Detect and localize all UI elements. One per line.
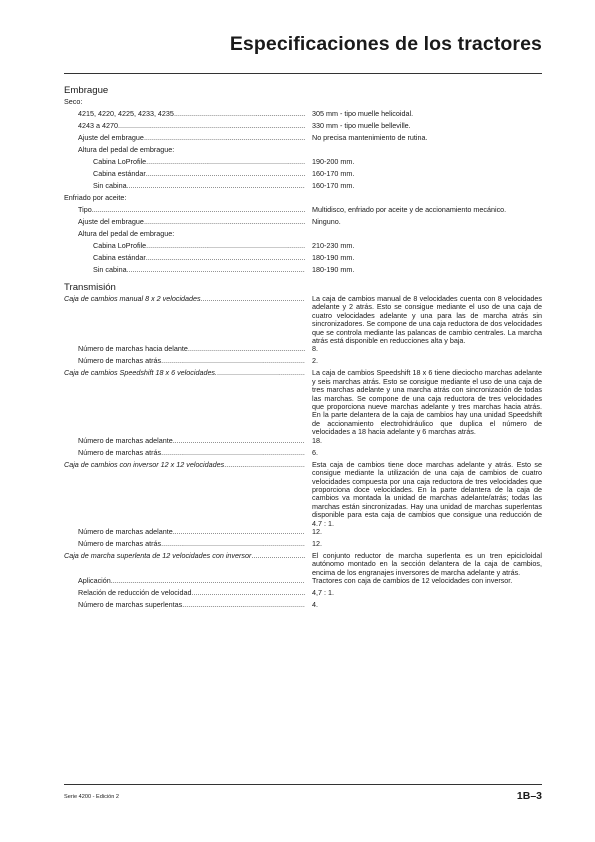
spec-row <box>64 254 542 266</box>
leader-dots <box>146 254 305 262</box>
section-title-embrague: Embrague <box>64 85 109 96</box>
spec-row <box>64 158 542 170</box>
spec-label: Ajuste del embrague <box>78 134 144 142</box>
spec-value: 12. <box>312 526 322 536</box>
spec-value: 160-170 mm. <box>312 181 355 190</box>
spec-label: Número de marchas adelante <box>78 436 173 445</box>
spec-group-label: Seco: <box>64 98 83 106</box>
spec-row <box>64 182 542 194</box>
spec-value: 210-230 mm. <box>312 241 355 250</box>
spec-label: Caja de cambios Speedshift 18 x 6 velocidades. <box>64 369 218 378</box>
leader-dots <box>146 158 305 166</box>
spec-value: 12. <box>312 538 322 548</box>
spec-value: 180-190 mm. <box>312 253 355 262</box>
spec-group-label: Enfriado por aceite: <box>64 194 127 202</box>
spec-label: Caja de cambios manual 8 x 2 velocidades <box>64 295 201 303</box>
spec-row <box>64 345 542 357</box>
spec-row <box>64 601 542 613</box>
spec-row <box>64 170 542 182</box>
leader-dots <box>161 540 305 548</box>
leader-dots <box>182 601 305 609</box>
spec-label: Número de marchas atrás <box>78 539 162 548</box>
leader-dots <box>111 577 305 585</box>
spec-row <box>64 266 542 278</box>
leader-dots <box>191 589 305 597</box>
spec-row <box>64 218 542 230</box>
spec-value: 190-200 mm. <box>312 157 355 166</box>
leader-dots <box>146 242 305 250</box>
spec-row <box>64 589 542 601</box>
spec-value: 180-190 mm. <box>312 265 355 274</box>
page-title: Especificaciones de los tractores <box>229 33 542 55</box>
spec-label: Sin cabina <box>93 182 127 190</box>
spec-row <box>64 461 542 528</box>
spec-label: Número de marchas atrás <box>78 448 162 457</box>
spec-row <box>64 437 542 449</box>
spec-row <box>64 98 542 110</box>
spec-value: 4,7 : 1. <box>312 588 334 598</box>
leader-dots <box>161 449 305 457</box>
header-rule <box>64 73 542 74</box>
spec-label: Relación de reducción de velocidad <box>78 589 192 598</box>
leader-dots <box>174 110 305 118</box>
spec-label: Tipo <box>78 206 92 214</box>
spec-value: Tractores con caja de cambios de 12 velocidades con inversor. <box>312 576 513 586</box>
leader-dots <box>127 182 305 190</box>
spec-row <box>64 577 542 589</box>
spec-row <box>64 552 542 577</box>
page-number: 1B–3 <box>516 790 542 802</box>
spec-value: La caja de cambios manual de 8 velocidades cuenta con 8 velocidades adelante y 2 atrás. Esto se consigue mediante el uso de una caja de cuatro velocidades adelante y una para las de marcha atrás sin sincronizadores. Se compone de una caja reductora de dos velocidades que se controla mediante las palancas de cambio centrales. La marcha atrás está disponible en reducciones alta y baja. <box>312 294 542 346</box>
spec-label: Caja de cambios con inversor 12 x 12 velocidades <box>64 460 225 469</box>
spec-label: Aplicación <box>78 577 111 586</box>
spec-row <box>64 369 542 436</box>
spec-label: Sin cabina <box>93 266 127 274</box>
spec-row <box>64 206 542 218</box>
spec-content <box>64 84 542 613</box>
spec-row <box>64 242 542 254</box>
spec-value: El conjunto reductor de marcha superlenta es un tren epicicloidal autónomo montado en la sección delantera de la caja de cambios, encima de los engranajes inversores de marcha adelante y atrás. <box>312 550 542 577</box>
leader-dots <box>173 528 305 536</box>
spec-row <box>64 122 542 134</box>
spec-label: Ajuste del embrague <box>78 218 144 226</box>
leader-dots <box>217 369 305 377</box>
spec-label: Cabina LoProfile <box>93 158 147 166</box>
spec-value: 4. <box>312 600 318 610</box>
leader-dots <box>92 206 305 214</box>
leader-dots <box>144 134 305 142</box>
spec-label: Cabina estándar <box>93 254 146 262</box>
spec-value: La caja de cambios Speedshift 18 x 6 tiene dieciocho marchas adelante y seis marchas atrás. Esto se consigue mediante el uso de una caja de tres marchas adelante y una marcha atrás con sincronización de todas las marchas. Se compone de una caja reductora de tres velocidades que proporciona nueve marchas adelante y tres marchas hacia atrás. En la parte delantera de la caja de cambios hay una unidad Speedshift de accionamiento electrohidráulico que duplica el número de velocidades a 18 hacia adelante y 6 marchas atrás. <box>312 368 542 437</box>
spec-label: 4215, 4220, 4225, 4233, 4235 <box>78 110 174 118</box>
spec-label: Número de marchas adelante <box>78 527 173 536</box>
spec-value: 330 mm - tipo muelle belleville. <box>312 121 411 130</box>
spec-label: Número de marchas atrás <box>78 357 162 366</box>
spec-value: Ninguno. <box>312 217 341 226</box>
spec-label: 4243 a 4270 <box>78 122 118 130</box>
leader-dots <box>188 345 305 353</box>
spec-value: 6. <box>312 447 318 457</box>
leader-dots <box>201 295 305 303</box>
spec-label: Cabina LoProfile <box>93 242 147 250</box>
spec-group-label: Altura del pedal de embrague: <box>78 230 175 238</box>
leader-dots <box>118 122 305 130</box>
spec-value: 305 mm - tipo muelle helicoidal. <box>312 109 414 118</box>
leader-dots <box>144 218 305 226</box>
spec-row <box>64 528 542 540</box>
spec-label: Caja de marcha superlenta de 12 velocidades con inversor <box>64 551 252 560</box>
leader-dots <box>251 552 305 560</box>
spec-label: Número de marchas superlentas <box>78 601 183 610</box>
leader-dots <box>173 437 305 445</box>
spec-value: Esta caja de cambios tiene doce marchas adelante y atrás. Esto se consigue mediante la utilización de una caja de cambios de cuatro velocidades compuesta por una caja reductora de tres velocidades que proporciona doce velocidades. En la parte delantera de la caja de cambios va montada la unidad de marchas adelante/atrás; todas las marchas están sincronizadas. Hay una unidad de marchas superlentas disponible para esta caja de cambios que consigue una reducción de 4.7 : 1. <box>312 459 542 528</box>
spec-row <box>64 134 542 146</box>
spec-row <box>64 110 542 122</box>
spec-row <box>64 230 542 242</box>
spec-group-label: Altura del pedal de embrague: <box>78 146 175 154</box>
spec-label: Cabina estándar <box>93 170 146 178</box>
leader-dots <box>224 461 305 469</box>
leader-dots <box>161 357 305 365</box>
leader-dots <box>146 170 305 178</box>
spec-row <box>64 295 542 345</box>
spec-row <box>64 449 542 461</box>
footer-rule <box>64 784 542 785</box>
spec-value: 8. <box>312 344 318 354</box>
spec-value: Multidisco, enfriado por aceite y de accionamiento mecánico. <box>312 205 507 214</box>
section-title-transmision: Transmisión <box>64 282 116 293</box>
spec-row <box>64 146 542 158</box>
spec-value: 18. <box>312 435 322 445</box>
spec-value: 160-170 mm. <box>312 169 355 178</box>
spec-value: No precisa mantenimiento de rutina. <box>312 133 428 142</box>
footer-series: Serie 4200 - Edición 2 <box>64 794 120 800</box>
leader-dots <box>127 266 305 274</box>
spec-value: 2. <box>312 356 318 366</box>
spec-label: Número de marchas hacia delante <box>78 345 188 354</box>
